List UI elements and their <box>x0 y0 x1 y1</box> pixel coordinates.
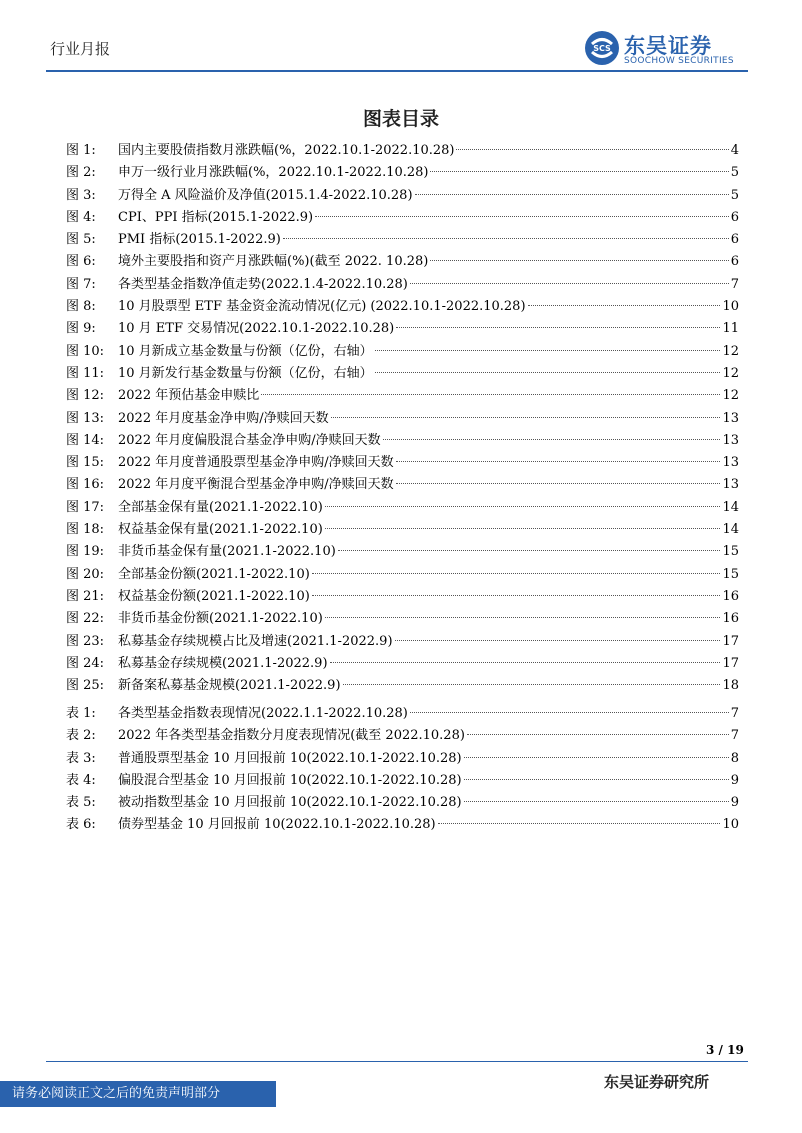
entry-title: 2022 年月度平衡混合型基金净申购/净赎回天数 <box>118 477 394 493</box>
figure-toc-entry[interactable] <box>66 162 739 184</box>
entry-page: 15 <box>722 566 739 582</box>
dot-leader <box>343 683 721 685</box>
entry-title: 全部基金保有量(2021.1-2022.10) <box>118 499 323 515</box>
entry-number: 图 4: <box>66 209 96 225</box>
toc-title: 图表目录 <box>362 108 439 130</box>
entry-number: 图 16: <box>66 477 105 493</box>
entry-title: 私募基金存续规模占比及增速(2021.1-2022.9) <box>118 633 393 649</box>
entry-title: 被动指数型基金 10 月回报前 10(2022.10.1-2022.10.28) <box>118 795 462 811</box>
dot-leader <box>464 800 729 802</box>
figure-toc-entry[interactable] <box>66 519 739 541</box>
entry-number: 图 15: <box>66 455 105 471</box>
entry-title: 国内主要股债指数月涨跌幅(%，2022.10.1-2022.10.28) <box>118 143 455 158</box>
figure-toc-entry[interactable] <box>66 586 739 608</box>
figure-toc-entry[interactable] <box>66 430 739 452</box>
entry-page: 6 <box>730 232 739 248</box>
entry-title: CPI、PPI 指标(2015.1-2022.9) <box>118 209 314 225</box>
figure-toc-entry[interactable] <box>66 274 739 296</box>
entry-page: 6 <box>730 254 739 270</box>
figure-list <box>66 140 739 697</box>
dot-leader <box>396 326 720 328</box>
entry-title: 10 月股票型 ETF 基金资金流动情况(亿元) (2022.10.1-2022.10.28) <box>118 299 526 315</box>
entry-page: 12 <box>722 365 739 381</box>
entry-page: 5 <box>730 165 739 181</box>
entry-number: 图 7: <box>66 276 96 292</box>
dot-leader <box>383 438 721 440</box>
dot-leader <box>312 594 721 596</box>
entry-number: 图 11: <box>66 365 105 381</box>
entry-title: 债券型基金 10 月回报前 10(2022.10.1-2022.10.28) <box>118 817 436 833</box>
entry-title: 2022 年预估基金申赎比 <box>118 388 260 404</box>
entry-number: 图 6: <box>66 254 96 270</box>
table-toc-entry[interactable] <box>66 792 739 814</box>
footer-divider <box>46 1061 748 1062</box>
figure-toc-entry[interactable] <box>66 452 739 474</box>
company-logo <box>584 30 744 68</box>
table-toc-entry[interactable] <box>66 725 739 747</box>
figure-toc-entry[interactable] <box>66 207 739 229</box>
entry-number: 图 3: <box>66 187 96 203</box>
report-type-label: 行业月报 <box>50 40 111 58</box>
figure-toc-entry[interactable] <box>66 341 739 363</box>
entry-title: 普通股票型基金 10 月回报前 10(2022.10.1-2022.10.28) <box>118 750 462 766</box>
figure-toc-entry[interactable] <box>66 185 739 207</box>
dot-leader <box>338 549 721 551</box>
table-toc-entry[interactable] <box>66 814 739 836</box>
entry-page: 4 <box>730 143 739 158</box>
entry-number: 图 14: <box>66 432 105 448</box>
entry-number: 表 2: <box>66 728 96 744</box>
dot-leader <box>410 282 729 284</box>
dot-leader <box>331 416 721 418</box>
dot-leader <box>283 237 729 239</box>
entry-page: 17 <box>722 633 739 649</box>
entry-number: 图 2: <box>66 165 96 181</box>
figure-toc-entry[interactable] <box>66 474 739 496</box>
entry-title: 各类型基金指数表现情况(2022.1.1-2022.10.28) <box>118 706 408 721</box>
entry-number: 表 6: <box>66 817 96 833</box>
figure-toc-entry[interactable] <box>66 497 739 519</box>
entry-title: 万得全 A 风险溢价及净值(2015.1.4-2022.10.28) <box>118 187 413 203</box>
entry-page: 13 <box>722 477 739 493</box>
entry-number: 图 23: <box>66 633 105 649</box>
figure-toc-entry[interactable] <box>66 564 739 586</box>
entry-number: 图 8: <box>66 299 96 315</box>
dot-leader <box>312 572 721 574</box>
dot-leader <box>438 822 721 824</box>
figure-toc-entry[interactable] <box>66 140 739 162</box>
figure-toc-entry[interactable] <box>66 229 739 251</box>
entry-number: 表 1: <box>66 706 96 721</box>
dot-leader <box>528 304 721 306</box>
entry-page: 14 <box>722 522 739 538</box>
entry-number: 图 10: <box>66 343 105 359</box>
disclaimer-banner[interactable]: 请务必阅读正文之后的免责声明部分 <box>0 1081 276 1107</box>
entry-page: 12 <box>722 388 739 404</box>
table-toc-entry[interactable] <box>66 770 739 792</box>
header-divider <box>46 70 748 72</box>
dot-leader <box>396 482 721 484</box>
figure-toc-entry[interactable] <box>66 675 739 697</box>
entry-page: 7 <box>730 706 739 721</box>
figure-toc-entry[interactable] <box>66 385 739 407</box>
entry-number: 图 20: <box>66 566 105 582</box>
dot-leader <box>325 616 721 618</box>
entry-number: 图 13: <box>66 410 105 426</box>
dot-leader <box>261 393 720 395</box>
figure-toc-entry[interactable] <box>66 251 739 273</box>
dot-leader <box>375 349 721 351</box>
entry-number: 图 9: <box>66 321 96 337</box>
table-toc-entry[interactable] <box>66 748 739 770</box>
dot-leader <box>456 148 728 150</box>
figure-toc-entry[interactable] <box>66 653 739 675</box>
entry-page: 9 <box>730 795 739 811</box>
entry-page: 6 <box>730 209 739 225</box>
entry-page: 10 <box>722 817 739 833</box>
dot-leader <box>375 371 721 373</box>
dot-leader <box>464 778 729 780</box>
entry-number: 图 5: <box>66 232 96 248</box>
dot-leader <box>325 527 721 529</box>
entry-page: 16 <box>722 588 739 604</box>
entry-title: 2022 年各类型基金指数分月度表现情况(截至 2022.10.28) <box>118 728 465 744</box>
entry-page: 9 <box>730 772 739 788</box>
entry-title: 10 月新发行基金数量与份额（亿份，右轴） <box>118 365 373 381</box>
logo-chinese-name: 东吴证券 <box>624 34 712 58</box>
dot-leader <box>430 170 728 172</box>
dot-leader <box>315 215 729 217</box>
entry-number: 表 4: <box>66 772 96 788</box>
entry-title: 非货币基金保有量(2021.1-2022.10) <box>118 544 336 560</box>
page-number: 3 / 19 <box>706 1043 744 1057</box>
table-toc-entry[interactable] <box>66 703 739 725</box>
entry-page: 10 <box>722 299 739 315</box>
figure-toc-entry[interactable] <box>66 608 739 630</box>
entry-title: 境外主要股指和资产月涨跌幅(%)(截至 2022. 10.28) <box>118 254 429 270</box>
dot-leader <box>395 639 721 641</box>
dot-leader <box>330 661 721 663</box>
entry-title: 偏股混合型基金 10 月回报前 10(2022.10.1-2022.10.28) <box>118 772 462 788</box>
entry-page: 13 <box>722 432 739 448</box>
entry-page: 16 <box>722 611 739 627</box>
figure-toc-entry[interactable] <box>66 541 739 563</box>
entry-page: 13 <box>722 410 739 426</box>
institute-name: 东吴证券研究所 <box>604 1073 710 1091</box>
entry-title: 权益基金份额(2021.1-2022.10) <box>118 588 310 604</box>
entry-title: PMI 指标(2015.1-2022.9) <box>118 232 281 248</box>
entry-page: 7 <box>730 728 739 744</box>
figure-toc-entry[interactable] <box>66 318 739 340</box>
dot-leader <box>325 505 721 507</box>
entry-title: 各类型基金指数净值走势(2022.1.4-2022.10.28) <box>118 276 408 292</box>
entry-page: 15 <box>722 544 739 560</box>
table-list <box>66 703 739 837</box>
dot-leader <box>430 259 728 261</box>
entry-title: 全部基金份额(2021.1-2022.10) <box>118 566 310 582</box>
entry-number: 图 24: <box>66 655 105 671</box>
dot-leader <box>396 460 721 462</box>
entry-title: 新备案私募基金规模(2021.1-2022.9) <box>118 678 341 694</box>
figure-toc-entry[interactable] <box>66 296 739 318</box>
entry-number: 图 21: <box>66 588 105 604</box>
figure-toc-entry[interactable] <box>66 631 739 653</box>
entry-page: 13 <box>722 455 739 471</box>
entry-title: 私募基金存续规模(2021.1-2022.9) <box>118 655 328 671</box>
entry-title: 10 月 ETF 交易情况(2022.10.1-2022.10.28) <box>118 321 395 337</box>
entry-title: 申万一级行业月涨跌幅(%，2022.10.1-2022.10.28) <box>118 165 429 181</box>
entry-page: 5 <box>730 187 739 203</box>
dot-leader <box>467 733 729 735</box>
entry-number: 图 25: <box>66 678 105 694</box>
entry-number: 表 5: <box>66 795 96 811</box>
entry-number: 图 17: <box>66 499 105 515</box>
entry-page: 8 <box>730 750 739 766</box>
figure-toc-entry[interactable] <box>66 363 739 385</box>
dot-leader <box>464 756 729 758</box>
scs-logo-icon <box>584 30 620 66</box>
figure-toc-entry[interactable] <box>66 408 739 430</box>
dot-leader <box>415 193 729 195</box>
entry-title: 权益基金保有量(2021.1-2022.10) <box>118 522 323 538</box>
entry-page: 7 <box>730 276 739 292</box>
entry-page: 18 <box>722 678 739 694</box>
entry-title: 2022 年月度偏股混合基金净申购/净赎回天数 <box>118 432 381 448</box>
entry-number: 表 3: <box>66 750 96 766</box>
entry-page: 12 <box>722 343 739 359</box>
entry-page: 14 <box>722 499 739 515</box>
entry-title: 10 月新成立基金数量与份额（亿份，右轴） <box>118 343 373 359</box>
logo-mark-text: SCS <box>593 44 611 53</box>
entry-number: 图 1: <box>66 143 96 158</box>
entry-number: 图 19: <box>66 544 105 560</box>
entry-page: 11 <box>722 321 739 337</box>
entry-page: 17 <box>722 655 739 671</box>
entry-number: 图 18: <box>66 522 105 538</box>
entry-title: 非货币基金份额(2021.1-2022.10) <box>118 611 323 627</box>
entry-number: 图 12: <box>66 388 105 404</box>
dot-leader <box>410 711 729 713</box>
logo-english-name: SOOCHOW SECURITIES <box>624 56 734 66</box>
entry-number: 图 22: <box>66 611 105 627</box>
entry-title: 2022 年月度基金净申购/净赎回天数 <box>118 410 329 426</box>
entry-title: 2022 年月度普通股票型基金净申购/净赎回天数 <box>118 455 394 471</box>
